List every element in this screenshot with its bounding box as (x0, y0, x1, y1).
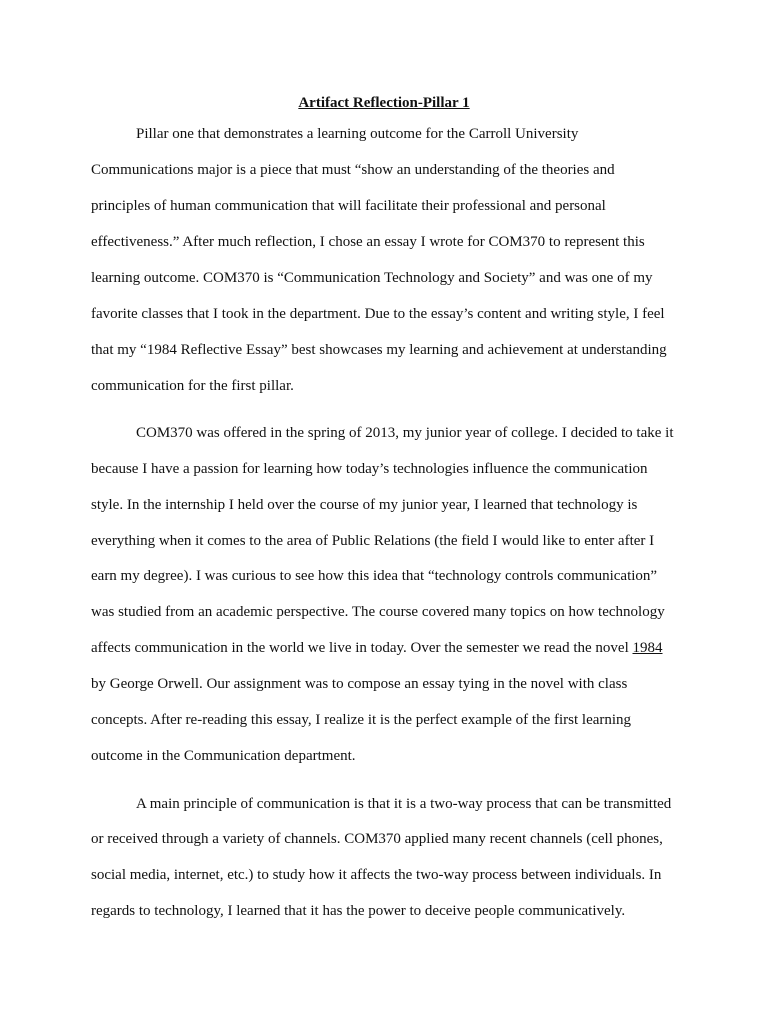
document-title: Artifact Reflection-Pillar 1 (298, 95, 470, 111)
paragraph-2-line-9: concepts. After re-reading this essay, I realize it is the perfect example of the first learning (91, 712, 632, 728)
paragraph-2-line-7 (91, 639, 663, 657)
paragraph-2-line-8: by George Orwell. Our assignment was to compose an essay tying in the novel with class (91, 676, 628, 692)
paragraph-2-line-5: earn my degree). I was curious to see how this idea that “technology controls communication” (91, 568, 658, 584)
paragraph-1-line-2: Communications major is a piece that must “show an understanding of the theories and (91, 162, 615, 178)
novel-title-1984: 1984 (632, 640, 663, 656)
paragraph-1-line-3: principles of human communication that will facilitate their professional and personal (91, 198, 606, 214)
paragraph-2-line-1: COM370 was offered in the spring of 2013, my junior year of college. I decided to take it (136, 425, 674, 441)
paragraph-2-line-7-text: affects communication in the world we live in today. Over the semester we read the novel (91, 640, 633, 656)
paragraph-2-line-6: was studied from an academic perspective. The course covered many topics on how technology (91, 604, 665, 620)
paragraph-1-line-7: that my “1984 Reflective Essay” best showcases my learning and achievement at understanding (91, 342, 667, 358)
paragraph-1-line-6: favorite classes that I took in the department. Due to the essay’s content and writing style, I feel (91, 306, 665, 322)
paragraph-3-line-3: social media, internet, etc.) to study how it affects the two-way process between individuals. In (91, 867, 662, 883)
paragraph-3-line-2: or received through a variety of channels. COM370 applied many recent channels (cell phones, (91, 831, 663, 847)
paragraph-2-line-2: because I have a passion for learning how today’s technologies influence the communication (91, 461, 648, 477)
paragraph-3-line-4: regards to technology, I learned that it has the power to deceive people communicatively. (91, 903, 626, 919)
paragraph-3-line-1: A main principle of communication is that it is a two-way process that can be transmitted (136, 796, 672, 812)
paragraph-2-line-4: everything when it comes to the area of Public Relations (the field I would like to enter after I (91, 533, 655, 549)
paragraph-1-line-1: Pillar one that demonstrates a learning outcome for the Carroll University (136, 126, 579, 142)
paragraph-2-line-3: style. In the internship I held over the course of my junior year, I learned that technology is (91, 497, 638, 513)
paragraph-2-line-10: outcome in the Communication department. (91, 748, 356, 764)
paragraph-1-line-8: communication for the first pillar. (91, 378, 294, 394)
paragraph-1-line-4: effectiveness.” After much reflection, I chose an essay I wrote for COM370 to represent this (91, 234, 645, 250)
paragraph-1-line-5: learning outcome. COM370 is “Communication Technology and Society” and was one of my (91, 270, 653, 286)
